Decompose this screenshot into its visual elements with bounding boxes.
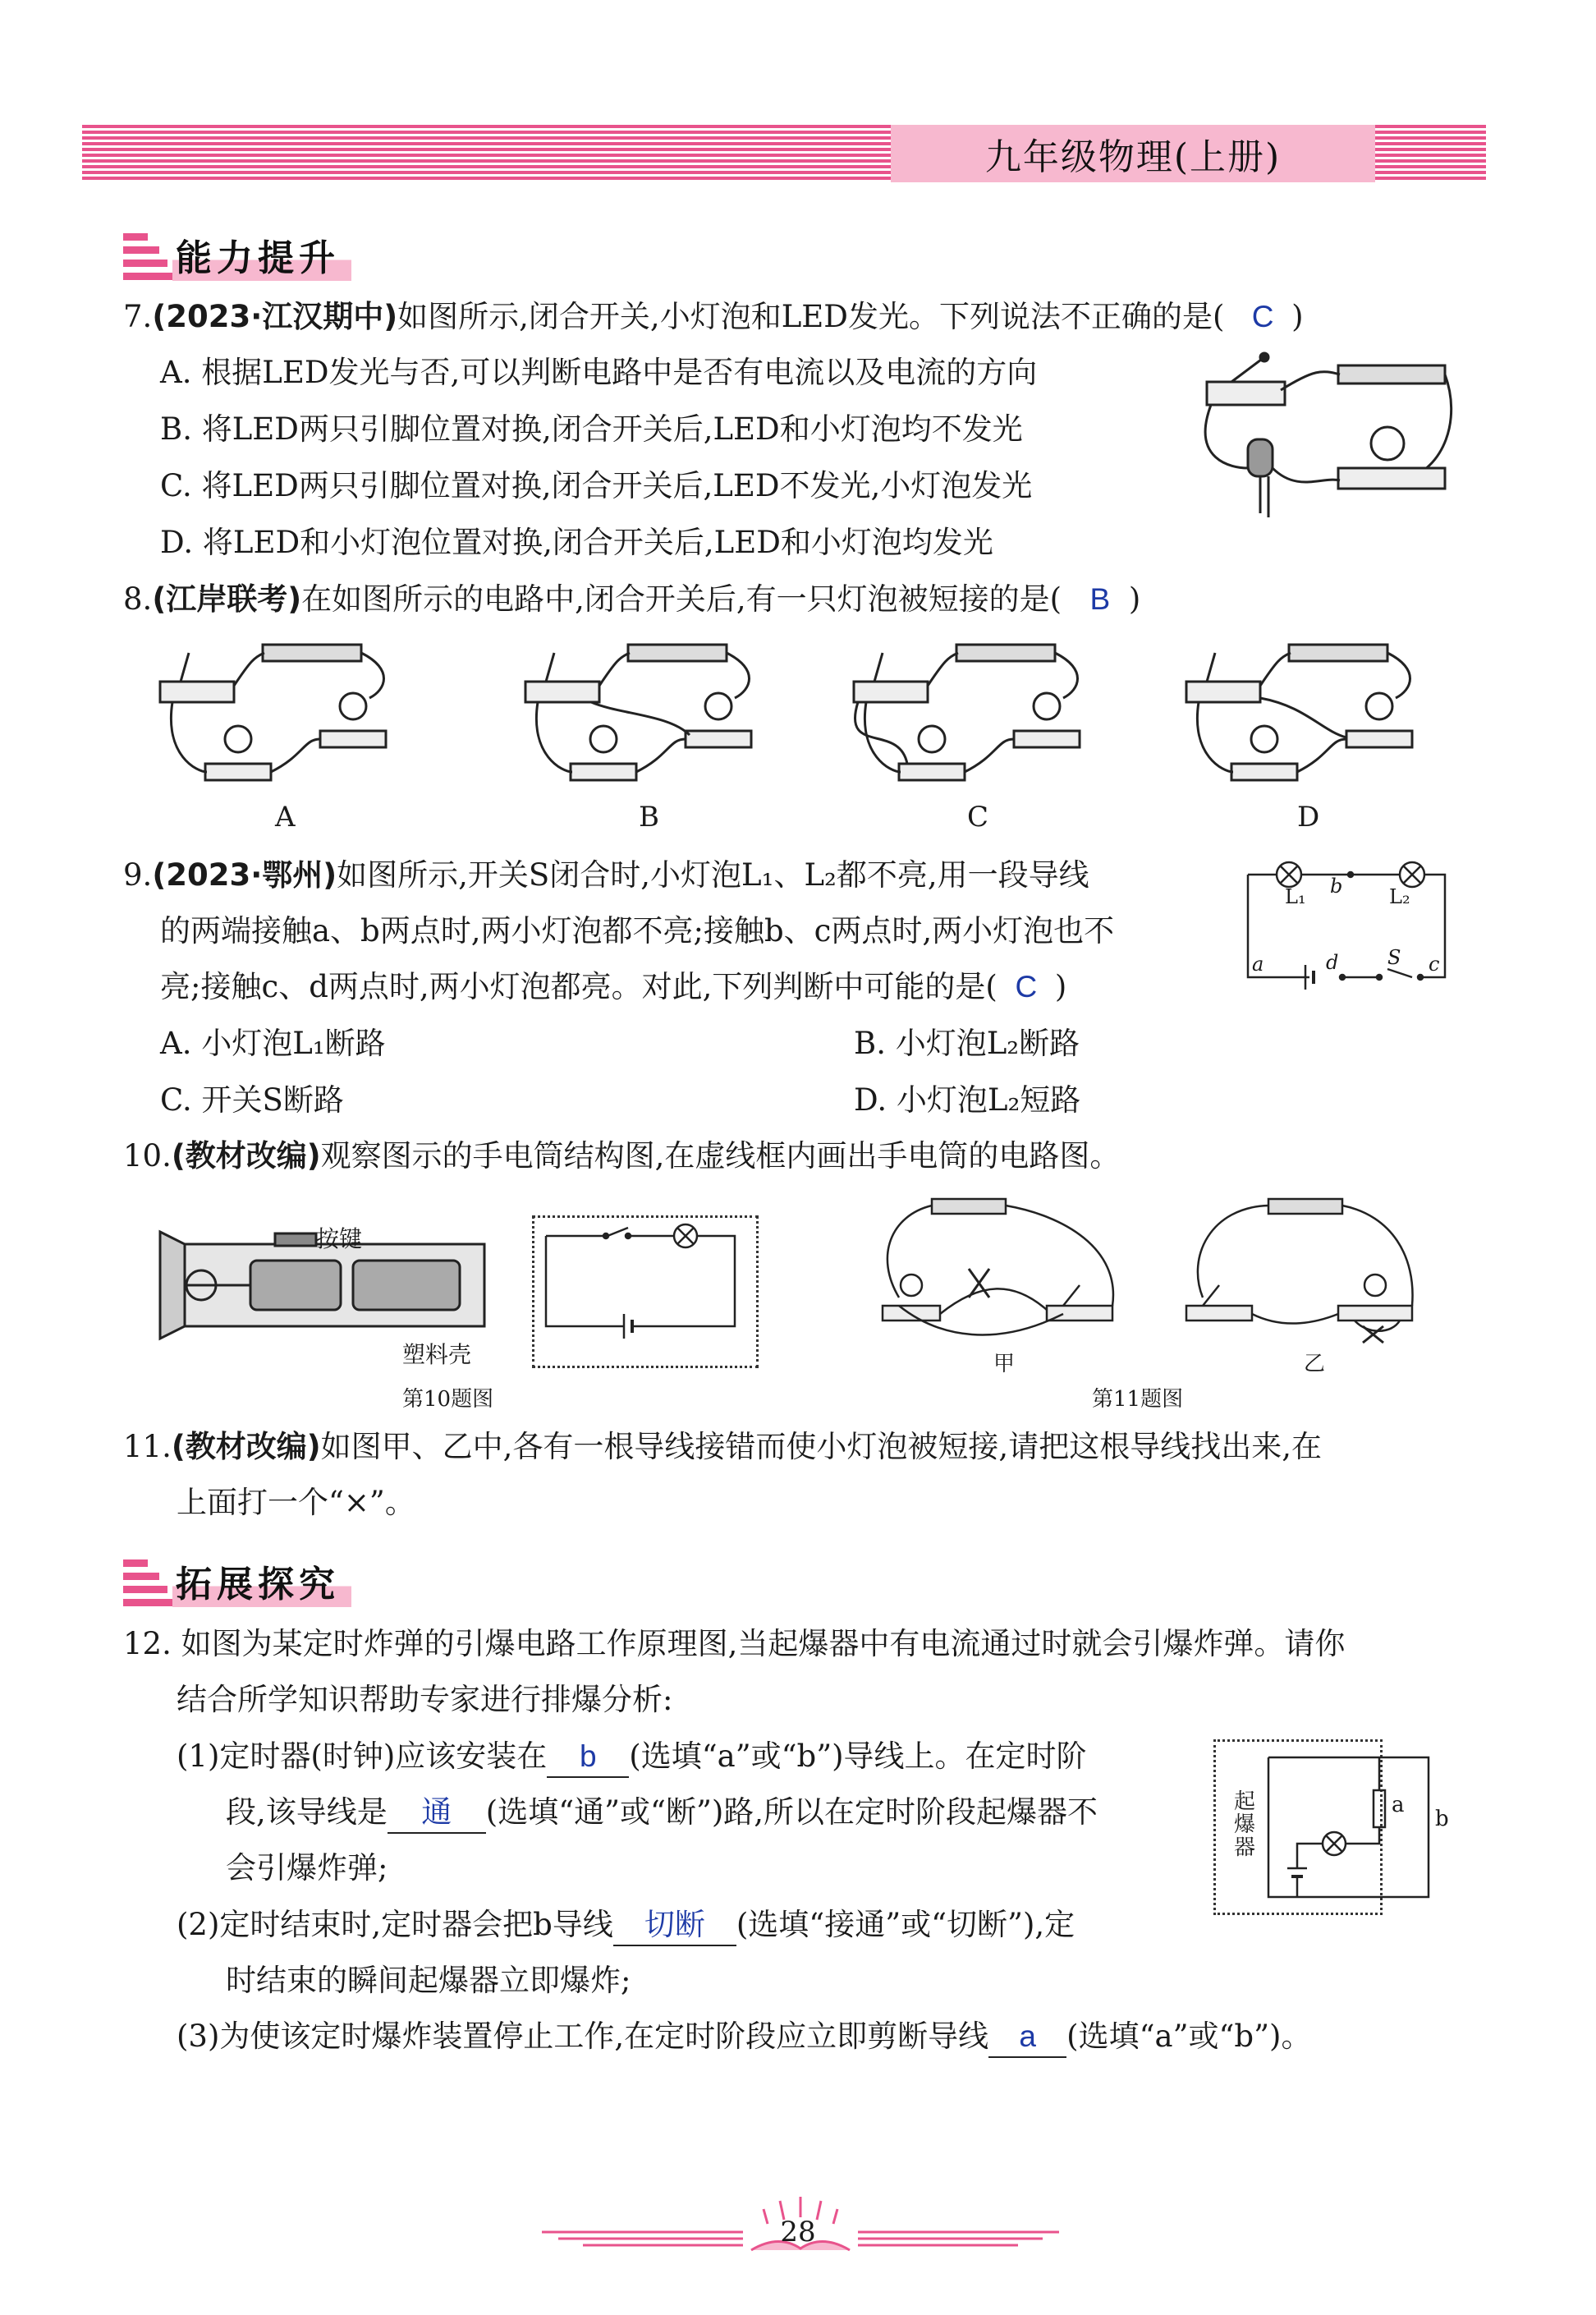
q9-label-c: c (1429, 953, 1440, 976)
q8-label-d: D (1297, 801, 1320, 834)
section-title: 能力提升 (172, 228, 351, 281)
page-header-title: 九年级物理(上册) (891, 125, 1375, 182)
q9-option-a: A. 小灯泡L₁断路 (160, 1026, 386, 1061)
section-bar-icon (123, 1555, 172, 1607)
q8-figure-c (854, 645, 1080, 780)
q12-part1-line1: (1)定时器(时钟)应该安装在 b (选填“a”或“b”)导线上。在定时阶 (177, 1737, 1087, 1778)
q11-label-jia: 甲 (993, 1352, 1016, 1376)
q12-blank-1[interactable]: b (547, 1737, 629, 1778)
q8-stem: 8.(江岸联考)在如图所示的电路中,闭合开关后,有一只灯泡被短接的是( B ) (123, 580, 1140, 619)
q7-option-b: B. 将LED两只引脚位置对换,闭合开关后,LED和小灯泡均不发光 (160, 411, 1023, 447)
q11-circuit-figures (874, 1183, 1433, 1371)
q9-circuit-diagram (1244, 854, 1449, 994)
q11-line2: 上面打一个“×”。 (177, 1485, 415, 1520)
q7-option-d: D. 将LED和小灯泡位置对换,闭合开关后,LED和小灯泡均发光 (160, 525, 993, 560)
q9-label-b: b (1330, 875, 1343, 898)
page-number: 28 (780, 2216, 816, 2248)
q7-answer: C (1251, 300, 1274, 333)
q10-label-button: 按键 (316, 1225, 363, 1252)
q11-figure-yi (1186, 1199, 1413, 1343)
q11-line1: 11.(教材改编)如图甲、乙中,各有一根导线接错而使小灯泡被短接,请把这根导线找出来,在 (123, 1429, 1322, 1464)
q7-circuit-figure (1199, 345, 1461, 534)
q9-answer: C (1015, 970, 1038, 1004)
q9-line2: 的两端接触a、b两点时,两小灯泡都不亮;接触b、c两点时,两小灯泡也不 (160, 913, 1115, 949)
q10-answer-circuit (542, 1224, 747, 1355)
q12-line1: 12. 如图为某定时炸弹的引爆电路工作原理图,当起爆器中有电流通过时就会引爆炸弹。请你 (123, 1626, 1346, 1661)
q12-part3-line1: (3)为使该定时爆炸装置停止工作,在定时阶段应立即剪断导线 a (选填“a”或“b”)。 (177, 2017, 1311, 2058)
q12-part2-line2: 时结束的瞬间起爆器立即爆炸; (226, 1963, 631, 1998)
section-title: 拓展探究 (172, 1555, 351, 1607)
q8-label-c: C (967, 801, 989, 834)
q7-option-c: C. 将LED两只引脚位置对换,闭合开关后,LED不发光,小灯泡发光 (160, 468, 1033, 503)
q12-blank-2[interactable]: 通 (388, 1793, 486, 1834)
q9-option-d: D. 小灯泡L₂短路 (854, 1082, 1081, 1118)
q9-label-l2: L₂ (1389, 885, 1410, 908)
q8-label-b: B (639, 801, 659, 834)
section-extend (123, 1552, 351, 1610)
q11-label-yi: 乙 (1304, 1352, 1326, 1376)
q12-label-detonator: 起爆器 (1234, 1789, 1256, 1860)
q12-blank-4[interactable]: a (988, 2017, 1066, 2058)
section-ability (123, 226, 351, 283)
q12-label-a: a (1392, 1793, 1405, 1817)
q11-caption: 第11题图 (1092, 1387, 1184, 1412)
q9-line3: 亮;接触c、d两点时,两小灯泡都亮。对此,下列判断中可能的是( C ) (160, 967, 1066, 1007)
q8-figure-a (160, 645, 386, 780)
q8-circuit-figures (156, 632, 1437, 797)
q12-part2-line1: (2)定时结束时,定时器会把b导线 切断 (选填“接通”或“切断”),定 (177, 1905, 1075, 1946)
q9-label-a: a (1252, 953, 1264, 976)
q9-option-b: B. 小灯泡L₂断路 (854, 1026, 1080, 1061)
q11-figure-jia (883, 1199, 1113, 1334)
q9-line1: 9.(2023·鄂州)如图所示,开关S闭合时,小灯泡L₁、L₂都不亮,用一段导线 (123, 857, 1089, 893)
q8-figure-d (1186, 645, 1412, 780)
q12-blank-3[interactable]: 切断 (613, 1905, 736, 1946)
q8-answer: B (1089, 582, 1111, 616)
q7-stem: 7.(2023·江汉期中)如图所示,闭合开关,小灯泡和LED发光。下列说法不正确的是( C ) (123, 297, 1304, 337)
q10-stem: 10.(教材改编)观察图示的手电筒结构图,在虚线框内画出手电筒的电路图。 (123, 1138, 1121, 1174)
q8-figure-b (525, 645, 751, 780)
q10-caption: 第10题图 (402, 1387, 494, 1412)
q9-option-c: C. 开关S断路 (160, 1082, 344, 1118)
q12-label-b: b (1435, 1807, 1449, 1831)
q12-line2: 结合所学知识帮助专家进行排爆分析: (177, 1682, 673, 1717)
q9-label-s: S (1387, 946, 1401, 969)
q12-circuit-diagram (1264, 1753, 1461, 1901)
section-bar-icon (123, 228, 172, 281)
q9-label-d: d (1326, 951, 1339, 974)
q9-label-l1: L₁ (1285, 885, 1306, 908)
q12-part1-line3: 会引爆炸弹; (226, 1850, 388, 1886)
q12-part1-line2: 段,该导线是 通 (选填“通”或“断”)路,所以在定时阶段起爆器不 (226, 1793, 1098, 1834)
q8-label-a: A (275, 801, 296, 834)
q10-label-shell: 塑料壳 (402, 1341, 472, 1368)
q7-option-a: A. 根据LED发光与否,可以判断电路中是否有电流以及电流的方向 (160, 355, 1038, 390)
